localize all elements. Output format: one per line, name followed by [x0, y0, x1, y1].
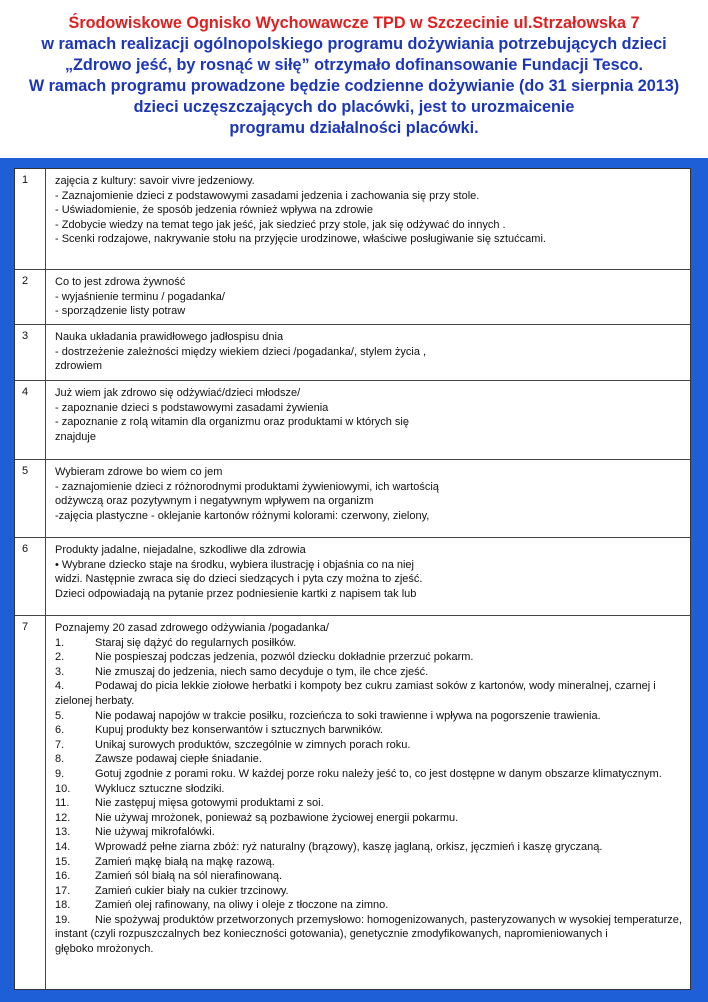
header-line-6: programu działalności placówki.: [229, 119, 479, 137]
row-line: • Wybrane dziecko staje na środku, wybiera ilustrację i objaśnia co na niej: [55, 558, 414, 571]
row-content: [46, 169, 690, 269]
row-line: - wyjaśnienie terminu / pogadanka/: [55, 290, 225, 303]
rule-item: [55, 782, 682, 797]
row-content: [46, 616, 690, 989]
row-line: zajęcia z kultury: savoir vivre jedzeniowy.: [55, 175, 255, 187]
rule-text: Podawaj do picia lekkie ziołowe herbatki i kompoty bez cukru zamiast soków z kartonów, wody mineralnej, czarnej i zielonej herbaty.: [55, 680, 656, 707]
row-line: - zapoznanie z rolą witamin dla organizmu oraz produktami w których się: [55, 416, 409, 429]
rule-text: Wyklucz sztuczne słodziki.: [95, 782, 225, 795]
rule-text: Zamień mąkę białą na mąkę razową.: [95, 855, 275, 868]
table-row-6: [15, 538, 690, 616]
rule-item: [55, 898, 682, 913]
rule-number: 15.: [55, 855, 71, 868]
rule-text: Staraj się dążyć do regularnych posiłków.: [95, 636, 297, 649]
table-row-2: [15, 270, 690, 325]
row-line: znajduje: [55, 430, 96, 443]
rule-item: [55, 913, 682, 942]
rule-number: 16.: [55, 870, 71, 883]
rule-item: [55, 811, 682, 826]
rule-item: [55, 840, 682, 855]
table-row-1: [15, 169, 690, 270]
table-row-7: [15, 616, 690, 989]
rule-item: [55, 665, 682, 680]
rule-text: Nie spożywaj produktów przetworzonych przemysłowo: homogenizowanych, pasteryzowanych w wysokiej temperaturze, instant (czyli rozpuszczalnych bez konieczności gotowania), genetycznie zmodyfikowanych, napromieniowanych i: [55, 913, 682, 941]
rule-item: [55, 752, 682, 767]
row-line: - Zaznajomienie dzieci z podstawowymi zasadami jedzenia i zachowania się przy stole.: [55, 189, 480, 202]
rule-item: [55, 855, 682, 870]
table-row-3: [15, 325, 690, 381]
rule-number: 2.: [55, 651, 65, 664]
header-line-4: W ramach programu prowadzone będzie codzienne dożywianie (do 31 sierpnia 2013): [28, 77, 680, 95]
rule-item: [55, 650, 682, 665]
header-title: Środowiskowe Ognisko Wychowawcze TPD w Szczecinie ul.Strzałowska 7: [68, 14, 640, 32]
row-line: - zapoznanie dzieci s podstawowymi zasadami żywienia: [55, 401, 329, 414]
row-number: 2: [15, 270, 46, 324]
rule-text: Zamień olej rafinowany, na oliwy i oleje z tłoczone na zimno.: [95, 899, 389, 912]
rule-text: Kupuj produkty bez konserwantów i sztucznych barwników.: [95, 724, 383, 737]
rule-number: 13.: [55, 826, 71, 839]
row-number: 5: [15, 460, 46, 537]
rule-item: [55, 738, 682, 753]
rule-text: głęboko mrożonych.: [55, 943, 154, 956]
row-line: - dostrzeżenie zależności między wiekiem dzieci /pogadanka/, stylem życia ,: [55, 345, 427, 358]
rule-item: [55, 767, 682, 782]
row-line: Już wiem jak zdrowo się odżywiać/dzieci młodsze/: [55, 387, 301, 399]
rule-text: Wprowadź pełne ziarna zbóż: ryż naturalny (brązowy), kaszę jaglaną, orkisz, jęczmień i kaszę gryczaną.: [95, 840, 603, 853]
rule-number: 8.: [55, 753, 65, 766]
row-line: - sporządzenie listy potraw: [55, 305, 186, 318]
rule-text: Nie używaj mrożonek, ponieważ są pozbawione życiowej energii pokarmu.: [95, 811, 459, 824]
row-content: [46, 381, 690, 459]
rule-number: 18.: [55, 899, 71, 912]
row-number: 1: [15, 169, 46, 269]
rule-item: [55, 884, 682, 899]
row-line: Wybieram zdrowe bo wiem co jem: [55, 466, 223, 478]
rule-number: 17.: [55, 884, 71, 897]
row-content: [46, 460, 690, 537]
rule-item: [55, 796, 682, 811]
row-line: - zaznajomienie dzieci z różnorodnymi produktami żywieniowymi, ich wartością: [55, 480, 439, 493]
rule-item: [55, 679, 682, 708]
rule-number: 5.: [55, 709, 65, 722]
row-line: zdrowiem: [55, 360, 103, 373]
row-line: - Zdobycie wiedzy na temat tego jak jeść, jak siedzieć przy stole, jak się odżywać do innych .: [55, 218, 506, 231]
rule-item: [55, 869, 682, 884]
row-line: - Uświadomienie, że sposób jedzenia również wpływa na zdrowie: [55, 204, 373, 217]
row-number: 7: [15, 616, 46, 989]
page-header: [0, 0, 708, 158]
row-content: [46, 325, 690, 380]
row-line: Co to jest zdrowa żywność: [55, 276, 186, 288]
row-content: [46, 270, 690, 324]
row-content: [46, 538, 690, 615]
rule-number: 10.: [55, 782, 71, 795]
rule-item: [55, 825, 682, 840]
rule-number: 3.: [55, 665, 65, 678]
rule-text: Zawsze podawaj ciepłe śniadanie.: [95, 753, 262, 766]
row-line: - Scenki rodzajowe, nakrywanie stołu na przyjęcie urodzinowe, właściwe posługiwanie się sztućcami.: [55, 233, 546, 246]
rule-text: Nie używaj mikrofalówki.: [95, 826, 215, 839]
rule-number: 11.: [55, 797, 70, 810]
row-number: 4: [15, 381, 46, 459]
rule-item: [55, 942, 682, 957]
rule-number: 1.: [55, 636, 65, 649]
table-row-4: [15, 381, 690, 460]
program-table: [14, 168, 691, 990]
row-line: Produkty jadalne, niejadalne, szkodliwe dla zdrowia: [55, 544, 306, 556]
rule-text: Unikaj surowych produktów, szczególnie w zimnych porach roku.: [95, 738, 411, 751]
row-line: widzi. Następnie zwraca się do dzieci siedzących i pyta czy można to zjeść.: [55, 573, 423, 586]
row-line: -zajęcia plastyczne - oklejanie kartonów różnymi kolorami: czerwony, zielony,: [55, 509, 430, 522]
rule-number: 14.: [55, 840, 71, 853]
row-line: Dzieci odpowiadają na pytanie przez podniesienie kartki z napisem tak lub: [55, 587, 417, 600]
rule-text: Zamień cukier biały na cukier trzcinowy.: [95, 884, 289, 897]
rule-number: 9.: [55, 767, 65, 780]
rule-item: [55, 636, 682, 651]
rule-text: Nie zastępuj mięsa gotowymi produktami z soi.: [95, 797, 324, 810]
rules-intro: Poznajemy 20 zasad zdrowego odżywiania /pogadanka/: [55, 622, 329, 634]
row-line: Nauka układania prawidłowego jadłospisu dnia: [55, 331, 284, 343]
rule-item: [55, 723, 682, 738]
rule-number: 19.: [55, 913, 71, 926]
header-line-2: w ramach realizacji ogólnopolskiego programu dożywiania potrzebujących dzieci: [41, 35, 667, 53]
rule-text: Nie podawaj napojów w trakcie posiłku, rozcieńcza to soki trawienne i wpływa na pogorszenie trawienia.: [95, 709, 601, 722]
header-line-5: dzieci uczęszczających do placówki, jest to urozmaicenie: [133, 98, 575, 116]
header-line-3: „Zdrowo jeść, by rosnąć w siłę” otrzymało dofinansowanie Fundacji Tesco.: [64, 56, 644, 74]
rule-text: Zamień sól białą na sól nierafinowaną.: [95, 870, 283, 883]
row-line: odżywczą oraz pozytywnym i negatywnym wpływem na organizm: [55, 495, 374, 508]
rule-number: 7.: [55, 738, 65, 751]
rule-number: 4.: [55, 680, 65, 693]
row-number: 6: [15, 538, 46, 615]
rule-number: 6.: [55, 724, 65, 737]
rule-number: 12.: [55, 811, 71, 824]
row-number: 3: [15, 325, 46, 380]
rule-item: [55, 709, 682, 724]
rule-text: Gotuj zgodnie z porami roku. W każdej porze roku należy jeść to, co jest dostępne w danym obszarze klimatycznym.: [95, 767, 662, 780]
rule-text: Nie pospieszaj podczas jedzenia, pozwól dziecku dokładnie przerzuć pokarm.: [95, 651, 474, 664]
rules-list: [55, 636, 682, 957]
rule-text: Nie zmuszaj do jedzenia, niech samo decyduje o tym, ile chce zjeść.: [95, 665, 429, 678]
table-row-5: [15, 460, 690, 538]
